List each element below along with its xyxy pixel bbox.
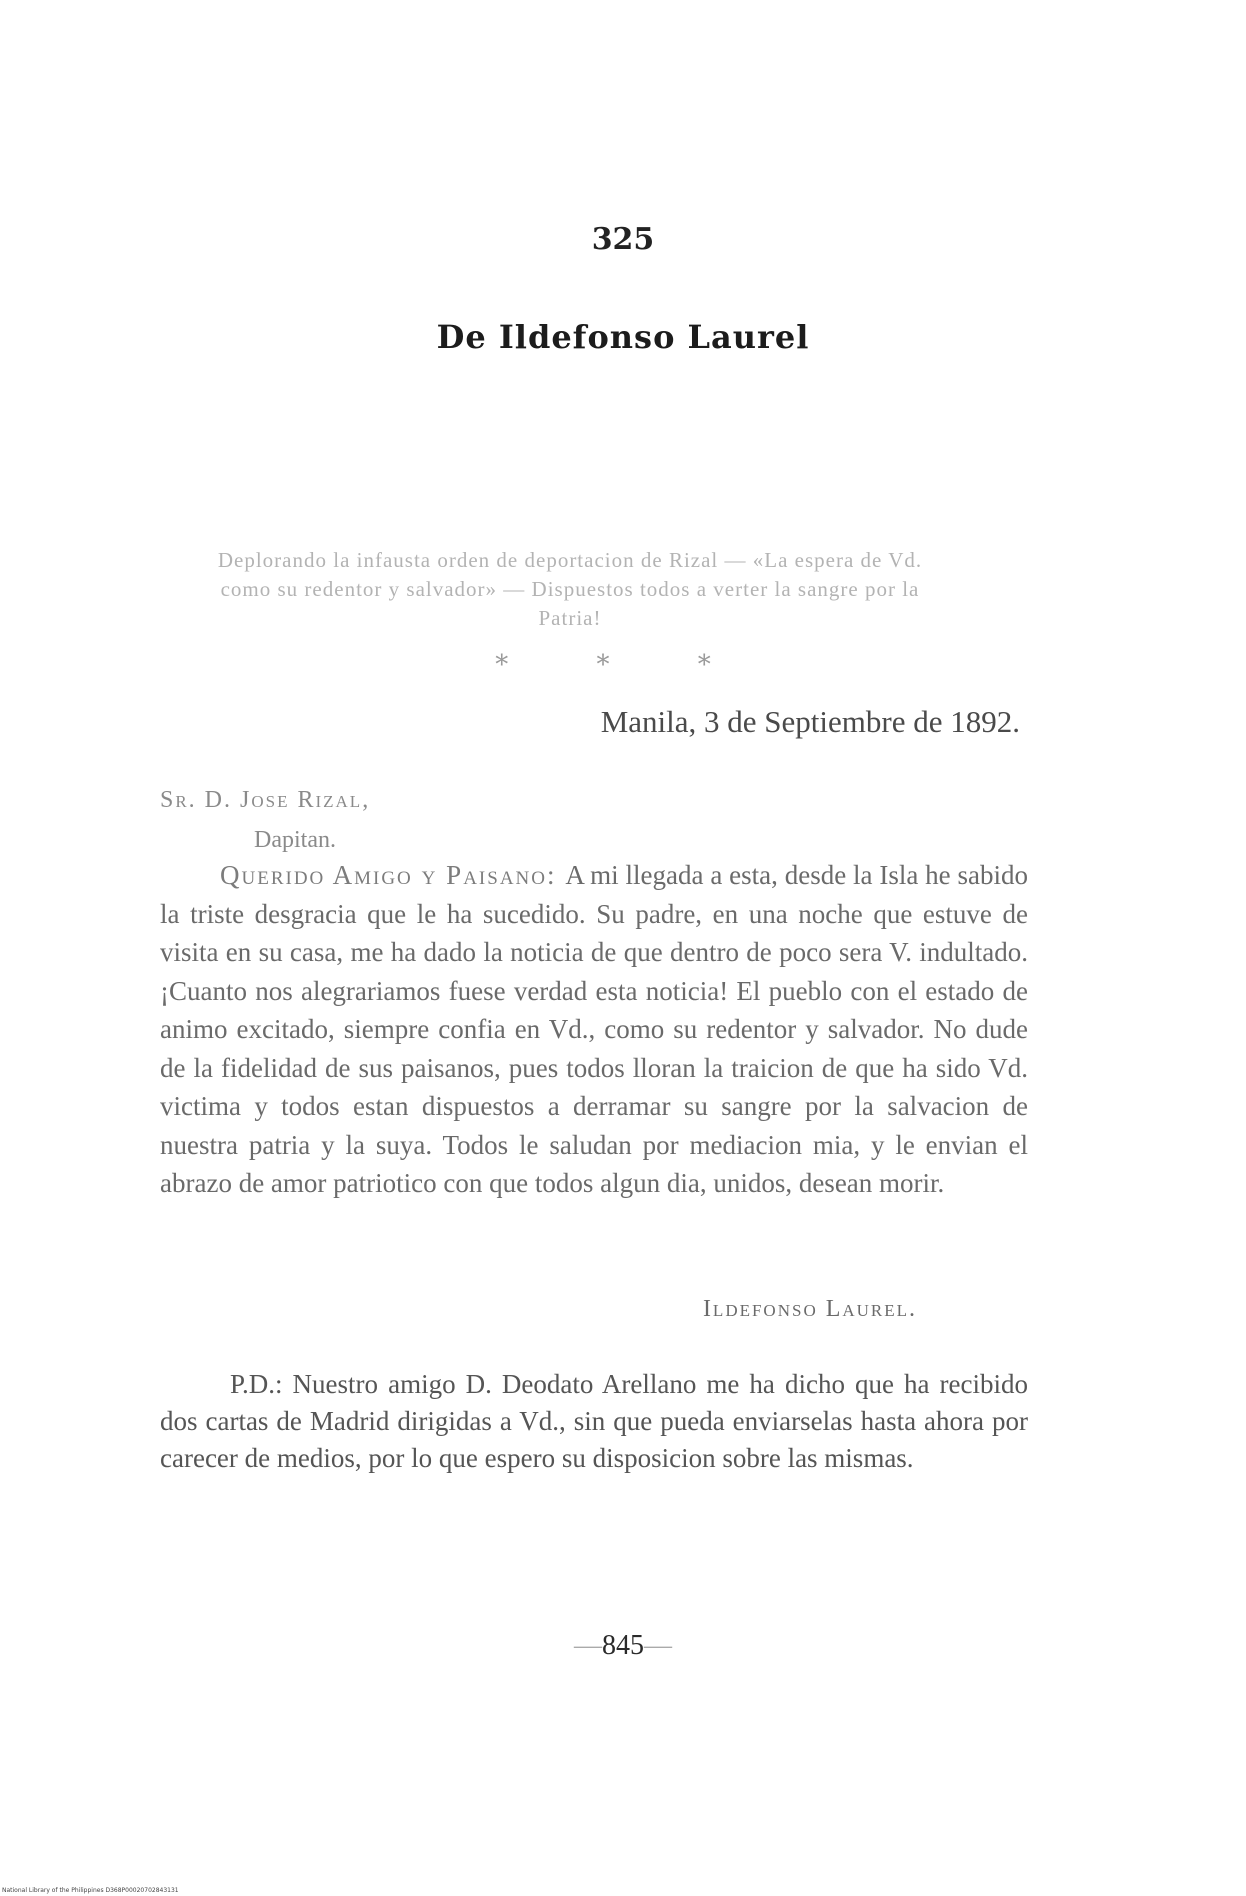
dash-right: — [644, 1630, 672, 1661]
recipient-place: Dapitan. [254, 827, 336, 853]
recipient-name: Sr. D. Jose Rizal, [160, 787, 371, 813]
letter-summary: Deplorando la infausta orden de deportacion de Rizal — «La espera de Vd. como su redentor y salvador» — Dispuestos todos a verter la sangre por la Patria! [217, 548, 923, 630]
salutation: Querido Amigo y Paisano: [220, 860, 566, 890]
letter-title: De Ildefonso Laurel [436, 318, 810, 356]
signature: Ildefonso Laurel. [702, 1296, 918, 1322]
footer-credit: National Library of the Philippines D368P00020702843131 [2, 1887, 179, 1894]
postscript: P.D.: Nuestro amigo D. Deodato Arellano me ha dicho que ha recibido dos cartas de Madrid dirigidas a Vd., sin que pueda enviarselas hasta ahora por carecer de medios, por lo que espero su disposicion sobre las mismas. [160, 1369, 1028, 1473]
body-paragraph: A mi llegada a esta, desde la Isla he sabido la triste desgracia que le ha sucedido. Su padre, en una noche que estuve de visita en su casa, me ha dado la noticia de que dentro de poco sera V. indultado. ¡Cuanto nos alegrariamos fuese verdad esta noticia! El pueblo con el estado de animo excitado, siempre confia en Vd., como su redentor y salvador. No dude de la fidelidad de sus paisanos, pues todos lloran la traicion de que ha sido Vd. victima y todos estan dispuestos a derramar su sangre por la salvacion de nuestra patria y la suya. Todos le saludan por mediacion mia, y le envian el abrazo de amor patriotico con que todos algun dia, unidos, desean morir. [160, 860, 1028, 1198]
page-number: 845 [602, 1630, 644, 1661]
dateline: Manila, 3 de Septiembre de 1892. [600, 704, 1020, 739]
dash-left: — [574, 1630, 602, 1661]
recipient-block [160, 780, 660, 860]
section-separator: * * * [495, 650, 751, 680]
letter-number: 325 [591, 222, 655, 257]
page-number-line [0, 1630, 1246, 1662]
letter-body [160, 856, 1028, 1203]
